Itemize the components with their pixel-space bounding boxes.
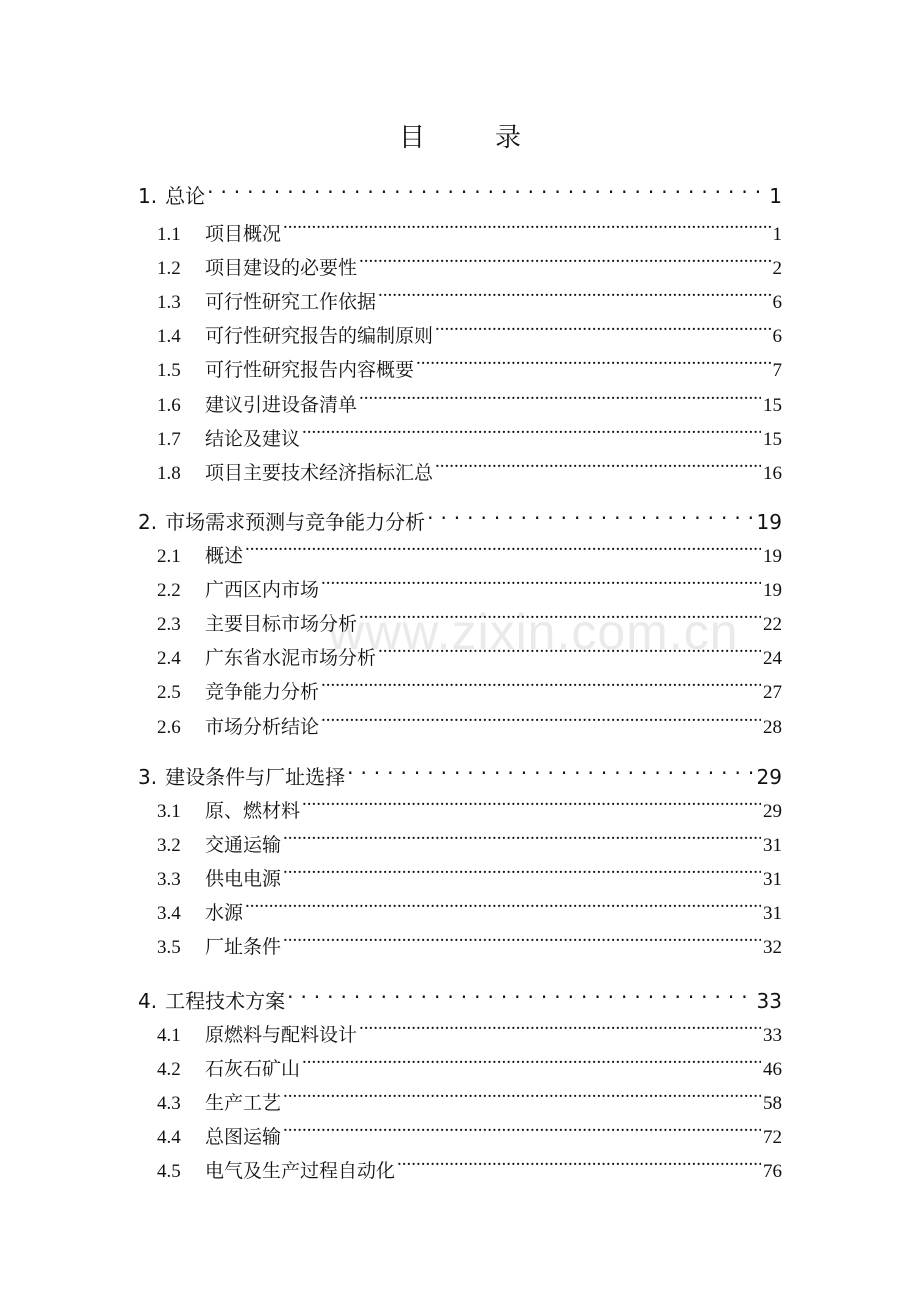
leader-dots xyxy=(283,218,770,240)
leader-dots xyxy=(283,829,761,851)
entry-title: 交通运输 xyxy=(205,834,282,856)
entry-number: 1.5 xyxy=(157,360,181,381)
entry-number: 3.1 xyxy=(157,801,181,822)
leader-dots xyxy=(302,1053,761,1075)
entry-title: 供电电源 xyxy=(205,868,282,890)
entry-number: 1.3 xyxy=(157,292,181,313)
entry-page-number: 76 xyxy=(763,1161,782,1182)
entry-page-number: 24 xyxy=(763,648,782,669)
title-char-1: 目 xyxy=(398,123,425,153)
entry-number: 1.4 xyxy=(157,326,181,347)
leader-dots xyxy=(283,1121,761,1143)
entry-title: 项目主要技术经济指标汇总 xyxy=(205,462,434,484)
leader-dots xyxy=(359,389,761,411)
section-page-number: 29 xyxy=(756,765,782,789)
toc-entry-2-5[interactable] xyxy=(157,675,782,709)
entry-title: 结论及建议 xyxy=(205,428,301,450)
leader-dots xyxy=(347,758,754,784)
toc-entry-1-5[interactable] xyxy=(157,353,782,387)
entry-page-number: 6 xyxy=(772,326,782,347)
entry-number: 2.4 xyxy=(157,648,181,669)
section-title: 建设条件与厂址选择 xyxy=(165,765,346,789)
entry-title: 可行性研究工作依据 xyxy=(205,291,377,313)
toc-entry-2-6[interactable] xyxy=(157,710,782,744)
entry-number: 4.3 xyxy=(157,1093,181,1114)
entry-page-number: 2 xyxy=(772,258,782,279)
entry-page-number: 19 xyxy=(763,580,782,601)
leader-dots xyxy=(207,177,767,203)
entry-page-number: 22 xyxy=(763,614,782,635)
toc-entry-1-7[interactable] xyxy=(157,422,782,456)
watermark: www.zixin.com.cn xyxy=(328,604,739,660)
section-title: 总论 xyxy=(165,184,206,208)
entry-page-number: 15 xyxy=(763,395,782,416)
toc-entry-4-5[interactable] xyxy=(157,1154,782,1188)
toc-section-2[interactable] xyxy=(138,503,782,537)
leader-dots xyxy=(302,423,761,445)
leader-dots xyxy=(435,457,761,479)
entry-title: 项目概况 xyxy=(205,223,282,245)
entry-number: 4.4 xyxy=(157,1127,181,1148)
toc-section-1[interactable] xyxy=(138,177,782,211)
toc-entry-1-4[interactable] xyxy=(157,319,782,353)
leader-dots xyxy=(302,795,761,817)
toc-section-4[interactable] xyxy=(138,982,782,1016)
section-number: 1. xyxy=(138,184,158,208)
entry-title: 石灰石矿山 xyxy=(205,1058,301,1080)
entry-title: 水源 xyxy=(205,902,244,924)
toc-entry-3-5[interactable] xyxy=(157,930,782,964)
entry-number: 1.2 xyxy=(157,258,181,279)
toc-entry-1-6[interactable] xyxy=(157,388,782,422)
section-number: 2. xyxy=(138,510,158,534)
entry-title: 建议引进设备清单 xyxy=(205,394,358,416)
section-page-number: 1 xyxy=(769,184,782,208)
entry-title: 厂址条件 xyxy=(205,936,282,958)
leader-dots xyxy=(283,1087,761,1109)
entry-page-number: 31 xyxy=(763,903,782,924)
entry-number: 4.2 xyxy=(157,1059,181,1080)
leader-dots xyxy=(359,608,761,630)
toc-entry-1-3[interactable] xyxy=(157,285,782,319)
leader-dots xyxy=(378,286,770,308)
leader-dots xyxy=(321,574,761,596)
section-page-number: 33 xyxy=(756,989,782,1013)
entry-number: 1.8 xyxy=(157,463,181,484)
section-number: 4. xyxy=(138,989,158,1013)
entry-page-number: 28 xyxy=(763,717,782,738)
leader-dots xyxy=(283,931,761,953)
leader-dots xyxy=(321,711,761,733)
entry-number: 2.2 xyxy=(157,580,181,601)
entry-page-number: 32 xyxy=(763,937,782,958)
entry-title: 总图运输 xyxy=(205,1126,282,1148)
toc-entry-2-2[interactable] xyxy=(157,573,782,607)
entry-page-number: 1 xyxy=(772,224,782,245)
entry-page-number: 27 xyxy=(763,682,782,703)
entry-title: 原、燃材料 xyxy=(205,800,301,822)
toc-entry-1-1[interactable] xyxy=(157,217,782,251)
entry-number: 3.2 xyxy=(157,835,181,856)
entry-number: 2.6 xyxy=(157,717,181,738)
toc-section-3[interactable] xyxy=(138,758,782,792)
toc-entry-1-2[interactable] xyxy=(157,251,782,285)
leader-dots xyxy=(359,1019,761,1041)
leader-dots xyxy=(378,642,761,664)
toc-entry-4-3[interactable] xyxy=(157,1086,782,1120)
leader-dots xyxy=(321,676,761,698)
entry-title: 项目建设的必要性 xyxy=(205,257,358,279)
entry-number: 4.5 xyxy=(157,1161,181,1182)
entry-title: 可行性研究报告内容概要 xyxy=(205,359,415,381)
entry-title: 概述 xyxy=(205,545,244,567)
section-title: 工程技术方案 xyxy=(165,989,286,1013)
leader-dots xyxy=(245,540,761,562)
leader-dots xyxy=(427,503,754,529)
entry-number: 4.1 xyxy=(157,1025,181,1046)
toc-entry-4-1[interactable] xyxy=(157,1018,782,1052)
entry-number: 2.5 xyxy=(157,682,181,703)
leader-dots xyxy=(359,252,770,274)
toc-entry-2-3[interactable] xyxy=(157,607,782,641)
entry-number: 1.7 xyxy=(157,429,181,450)
section-number: 3. xyxy=(138,765,158,789)
entry-number: 2.1 xyxy=(157,546,181,567)
toc-entry-3-4[interactable] xyxy=(157,896,782,930)
entry-page-number: 33 xyxy=(763,1025,782,1046)
toc-entry-1-8[interactable] xyxy=(157,456,782,490)
entry-page-number: 31 xyxy=(763,869,782,890)
entry-title: 可行性研究报告的编制原则 xyxy=(205,325,434,347)
toc-entry-4-4[interactable] xyxy=(157,1120,782,1154)
leader-dots xyxy=(287,982,754,1008)
toc-entry-3-3[interactable] xyxy=(157,862,782,896)
entry-number: 1.1 xyxy=(157,224,181,245)
entry-title: 电气及生产过程自动化 xyxy=(205,1160,396,1182)
entry-title: 竞争能力分析 xyxy=(205,681,320,703)
entry-number: 3.4 xyxy=(157,903,181,924)
entry-title: 生产工艺 xyxy=(205,1092,282,1114)
entry-number: 3.5 xyxy=(157,937,181,958)
toc-entry-2-4[interactable] xyxy=(157,641,782,675)
toc-entry-4-2[interactable] xyxy=(157,1052,782,1086)
leader-dots xyxy=(397,1155,761,1177)
leader-dots xyxy=(283,863,761,885)
entry-page-number: 16 xyxy=(763,463,782,484)
entry-title: 广西区内市场 xyxy=(205,579,320,601)
entry-page-number: 6 xyxy=(772,292,782,313)
toc-entry-2-1[interactable] xyxy=(157,539,782,573)
entry-title: 主要目标市场分析 xyxy=(205,613,358,635)
leader-dots xyxy=(416,354,770,376)
entry-number: 3.3 xyxy=(157,869,181,890)
entry-page-number: 72 xyxy=(763,1127,782,1148)
title-char-2: 录 xyxy=(495,123,522,153)
entry-page-number: 19 xyxy=(763,546,782,567)
entry-page-number: 29 xyxy=(763,801,782,822)
entry-title: 市场分析结论 xyxy=(205,716,320,738)
entry-number: 1.6 xyxy=(157,395,181,416)
section-page-number: 19 xyxy=(756,510,782,534)
toc-entry-3-2[interactable] xyxy=(157,828,782,862)
entry-title: 广东省水泥市场分析 xyxy=(205,647,377,669)
entry-page-number: 7 xyxy=(772,360,782,381)
entry-page-number: 58 xyxy=(763,1093,782,1114)
leader-dots xyxy=(245,897,761,919)
toc-entry-3-1[interactable] xyxy=(157,794,782,828)
entry-page-number: 15 xyxy=(763,429,782,450)
entry-title: 原燃料与配料设计 xyxy=(205,1024,358,1046)
entry-number: 2.3 xyxy=(157,614,181,635)
entry-page-number: 46 xyxy=(763,1059,782,1080)
entry-page-number: 31 xyxy=(763,835,782,856)
section-title: 市场需求预测与竞争能力分析 xyxy=(165,510,426,534)
leader-dots xyxy=(435,320,770,342)
